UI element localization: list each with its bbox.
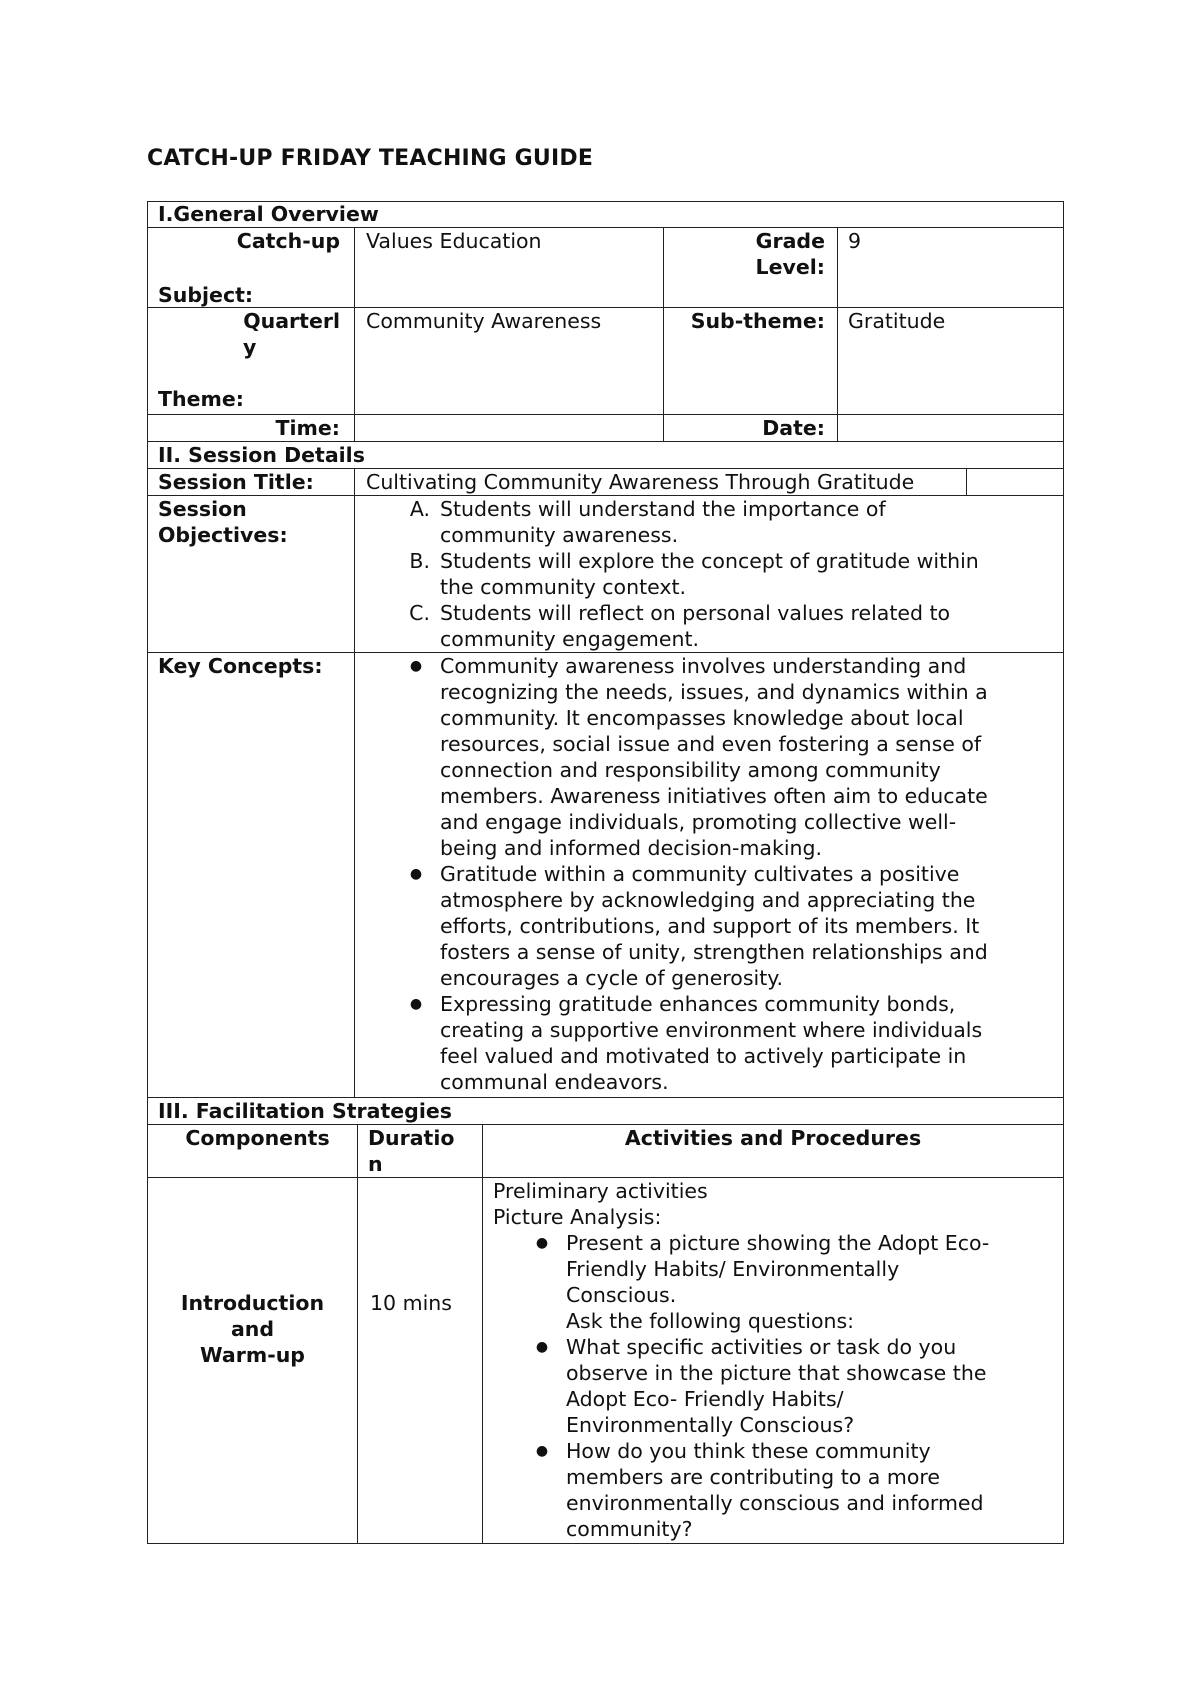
bullet-icon: ● <box>535 1443 549 1459</box>
subject-label-cont: Subject: <box>158 283 254 307</box>
list-item-line: atmosphere by acknowledging and appreciating the <box>440 888 976 912</box>
list-item-line: communal endeavors. <box>440 1070 669 1094</box>
objectives-label-cont: Objectives: <box>158 523 288 547</box>
grade-label-cont: Level: <box>755 255 825 279</box>
list-item-line: Gratitude within a community cultivates a positive <box>440 862 960 886</box>
section-session-heading: II. Session Details <box>158 443 365 467</box>
bullet-icon: ● <box>409 866 423 882</box>
theme-value: Community Awareness <box>366 309 602 333</box>
grade-label: Grade <box>755 229 825 253</box>
list-item-line: community? <box>566 1517 693 1541</box>
theme-label-end: Theme: <box>158 387 244 411</box>
objective-item <box>409 548 979 600</box>
list-item-line: Expressing gratitude enhances community bonds, <box>440 992 956 1016</box>
list-item-line: Students will understand the importance of <box>440 497 886 521</box>
theme-label-cont: y <box>243 335 257 359</box>
list-item-line: being and informed decision-making. <box>440 836 823 860</box>
subject-value: Values Education <box>366 229 542 253</box>
date-label: Date: <box>762 416 825 440</box>
list-item-line: environmentally conscious and informed <box>566 1491 984 1515</box>
objectives-label: Session <box>158 497 247 521</box>
activity-item <box>535 1230 990 1308</box>
col-components: Components <box>185 1126 330 1150</box>
activity-item <box>535 1334 989 1438</box>
list-item-line: community. It encompasses knowledge about local <box>440 706 964 730</box>
activities-subintro: Picture Analysis: <box>493 1205 662 1229</box>
component-name-3: Warm-up <box>200 1343 305 1367</box>
list-item-line: efforts, contributions, and support of its members. It <box>440 914 980 938</box>
list-item-line: Students will explore the concept of gratitude within <box>440 549 979 573</box>
list-item-line: Conscious. <box>566 1283 677 1307</box>
component-name-2: and <box>230 1317 275 1341</box>
duration-value: 10 mins <box>370 1291 452 1315</box>
key-concepts-label: Key Concepts: <box>158 654 323 678</box>
activity-item <box>535 1438 989 1542</box>
bullet-icon: ● <box>409 658 423 674</box>
section-general-heading: I.General Overview <box>158 202 379 226</box>
concept-item <box>409 861 988 991</box>
grade-value: 9 <box>848 229 862 253</box>
list-item-line: Adopt Eco- Friendly Habits/ <box>566 1387 844 1411</box>
subtheme-value: Gratitude <box>848 309 946 333</box>
list-item-line: connection and responsibility among community <box>440 758 941 782</box>
objective-item <box>409 600 979 652</box>
component-name: Introduction <box>180 1291 325 1315</box>
list-item-line: community awareness. <box>440 523 679 547</box>
list-marker: A. <box>409 497 430 521</box>
bullet-icon: ● <box>409 996 423 1012</box>
key-concepts-list <box>409 653 988 1095</box>
list-item-line: fosters a sense of unity, strengthen relationships and <box>440 940 988 964</box>
list-item-line: Present a picture showing the Adopt Eco- <box>566 1231 990 1255</box>
list-item-line: and engage individuals, promoting collective well- <box>440 810 957 834</box>
list-item-line: observe in the picture that showcase the <box>566 1361 987 1385</box>
list-item-line: members. Awareness initiatives often aim to educate <box>440 784 988 808</box>
list-item-line: What specific activities or task do you <box>566 1335 957 1359</box>
session-title-label: Session Title: <box>158 470 314 494</box>
subtheme-label: Sub-theme: <box>690 309 825 333</box>
col-activities: Activities and Procedures <box>624 1126 922 1150</box>
concept-item <box>409 653 988 861</box>
activity-item <box>566 1308 989 1334</box>
list-marker: B. <box>409 549 430 573</box>
list-item-line: Ask the following questions: <box>566 1309 855 1333</box>
col-duration: Duratio <box>368 1126 455 1150</box>
bullet-icon: ● <box>535 1235 549 1251</box>
list-item-line: recognizing the needs, issues, and dynamics within a <box>440 680 988 704</box>
document-title: CATCH-UP FRIDAY TEACHING GUIDE <box>147 146 594 171</box>
concept-item <box>409 991 988 1095</box>
list-item-line: Community awareness involves understanding and <box>440 654 967 678</box>
col-duration-cont: n <box>368 1152 383 1176</box>
list-item-line: the community context. <box>440 575 687 599</box>
objective-item <box>409 496 979 548</box>
list-item-line: encourages a cycle of generosity. <box>440 966 783 990</box>
subject-label: Catch-up <box>236 229 340 253</box>
list-item-line: Environmentally Conscious? <box>566 1413 855 1437</box>
time-label: Time: <box>275 416 340 440</box>
list-item-line: Friendly Habits/ Environmentally <box>566 1257 900 1281</box>
session-title-value: Cultivating Community Awareness Through Gratitude <box>366 470 915 494</box>
section-facilitation-heading: III. Facilitation Strategies <box>158 1099 452 1123</box>
bullet-icon: ● <box>535 1339 549 1355</box>
list-item-line: Students will reflect on personal values related to <box>440 601 951 625</box>
objectives-list <box>409 496 979 652</box>
list-item-line: community engagement. <box>440 627 700 651</box>
list-item-line: creating a supportive environment where individuals <box>440 1018 983 1042</box>
theme-label: Quarterl <box>243 309 340 333</box>
activities-list <box>535 1230 990 1542</box>
list-item-line: members are contributing to a more <box>566 1465 940 1489</box>
list-item-line: feel valued and motivated to actively participate in <box>440 1044 967 1068</box>
list-item-line: resources, social issue and even fostering a sense of <box>440 732 982 756</box>
list-item-line: How do you think these community <box>566 1439 931 1463</box>
list-marker: C. <box>409 601 430 625</box>
activities-intro: Preliminary activities <box>493 1179 708 1203</box>
